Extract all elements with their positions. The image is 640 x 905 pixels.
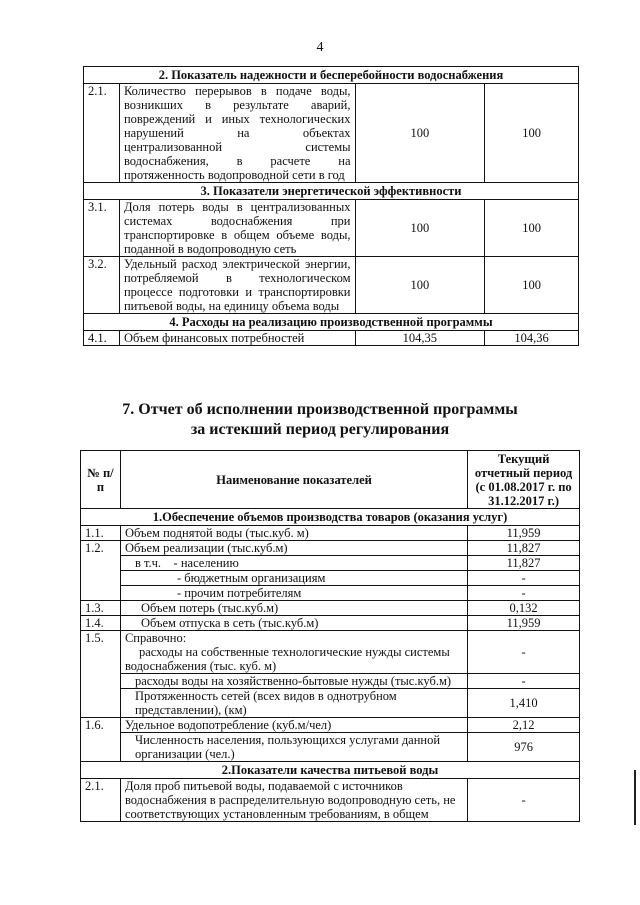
row-value-2: 100 [485,84,579,183]
table-row [81,571,580,586]
row-value: 1,410 [468,689,580,718]
row-number: 1.4. [81,616,121,631]
row-name: Удельный расход электрической энергии, потребляемой в технологическом процессе подготовки и транспортировки питьевой воды, на единицу объема воды [119,257,355,314]
section-title: 4. Расходы на реализацию производственной программы [84,314,579,331]
report-title [0,400,640,440]
row-number: 1.6. [81,718,121,762]
row-number: 3.2. [84,257,120,314]
table-row [84,84,579,183]
row-value: 11,827 [468,541,580,556]
row-number: 1.5. [81,631,121,718]
table-row [81,674,580,689]
row-value: 2,12 [468,718,580,733]
row-text: расходы на собственные технологические нужды системы водоснабжения (тыс. куб. м) [124,645,450,673]
row-value-2: 104,36 [485,331,579,346]
indicators-table [83,66,579,346]
row-value: - [468,586,580,601]
header-num: № п/п [81,451,121,509]
table-row [84,200,579,257]
row-name: Объем поднятой воды (тыс.куб. м) [120,526,467,541]
row-value: 0,132 [468,601,580,616]
row-number: 1.1. [81,526,121,541]
row-name: Доля проб питьевой воды, подаваемой с источников водоснабжения в распределительную водопроводную сеть, не соответствующих установленным требованиям, в общем [120,779,467,822]
section-title: 3. Показатели энергетической эффективности [84,183,579,200]
row-name: - прочим потребителям [120,586,467,601]
row-number: 1.3. [81,601,121,616]
table-row [84,257,579,314]
row-value-1: 100 [355,200,485,257]
table-row [81,718,580,733]
table-row [81,733,580,762]
row-label: Справочно: [124,631,187,645]
table-row [81,541,580,556]
row-name: Численность населения, пользующихся услугами данной организации (чел.) [120,733,467,762]
row-value-1: 100 [355,257,485,314]
row-name: Объем финансовых потребностей [119,331,355,346]
table-row [81,616,580,631]
report-title-line2: за истекший период регулирования [190,421,450,438]
row-name: Протяженность сетей (всех видов в однотрубном представлении), (км) [120,689,467,718]
section-title: 2. Показатель надежности и бесперебойности водоснабжения [84,67,579,84]
row-value: 976 [468,733,580,762]
section-title: 1.Обеспечение объемов производства товаров (оказания услуг) [81,509,580,526]
row-value: - [468,674,580,689]
row-name: Удельное водопотребление (куб.м/чел) [120,718,467,733]
page-number: 4 [316,40,324,55]
row-number: 4.1. [84,331,120,346]
row-value: - [468,571,580,586]
table-row [81,556,580,571]
section-title: 2.Показатели качества питьевой воды [81,762,580,779]
row-value: 11,827 [468,556,580,571]
row-value: 11,959 [468,526,580,541]
table-row [81,779,580,822]
scan-edge-mark [634,770,636,825]
table-row [81,631,580,674]
header-name: Наименование показателей [120,451,467,509]
row-name: расходы воды на хозяйственно-бытовые нужды (тыс.куб.м) [120,674,467,689]
row-name: - бюджетным организациям [120,571,467,586]
row-name: Объем отпуска в сеть (тыс.куб.м) [120,616,467,631]
row-value-2: 100 [485,200,579,257]
row-name: Объем реализации (тыс.куб.м) [120,541,467,556]
table-row [81,526,580,541]
report-title-line1: 7. Отчет об исполнении производственной программы [122,401,518,418]
row-value: - [468,631,580,674]
row-number: 2.1. [84,84,120,183]
row-value-2: 100 [485,257,579,314]
table-row [81,601,580,616]
row-value-1: 104,35 [355,331,485,346]
row-number: 3.1. [84,200,120,257]
table-row [84,331,579,346]
row-value-1: 100 [355,84,485,183]
row-name: в т.ч. - населению [120,556,467,571]
row-value: 11,959 [468,616,580,631]
row-name: Количество перерывов в подаче воды, возникших в результате аварий, повреждений и иных технологических нарушений на объектах централизованной системы водоснабжения, в расчете на протяженность водопроводной сети в год [119,84,355,183]
row-number: 2.1. [81,779,121,822]
row-value: - [468,779,580,822]
report-table [80,450,580,822]
table-row [81,586,580,601]
header-period: Текущий отчетный период (с 01.08.2017 г. по 31.12.2017 г.) [468,451,580,509]
row-number: 1.2. [81,541,121,601]
table-row [81,689,580,718]
row-name [120,631,467,674]
row-name: Объем потерь (тыс.куб.м) [120,601,467,616]
row-name: Доля потерь воды в централизованных системах водоснабжения при транспортировке в общем объеме воды, поданной в водопроводную сеть [119,200,355,257]
